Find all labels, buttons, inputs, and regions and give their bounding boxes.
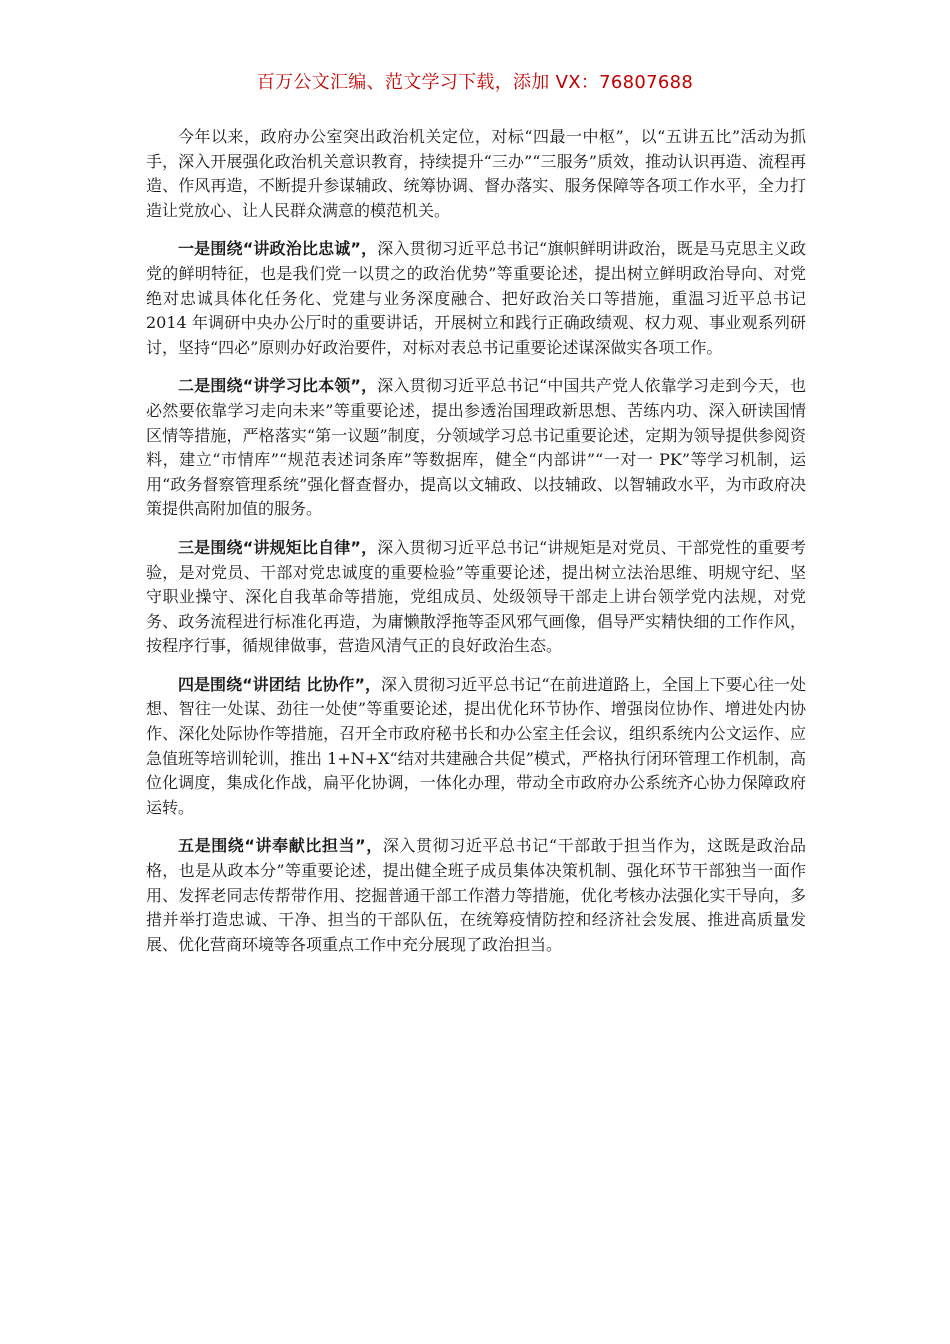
document-body [146,125,806,971]
section-body-3: 深入贯彻习近平总书记“讲规矩是对党员、干部党性的重要考验，是对党员、干部对党忠诚度的重要检验”等重要论述，提出树立法治思维、明规守纪、坚守职业操守、深化自我革命等措施，党组成员、处级领导干部走上讲台领学党内法规，对党务、政务流程进行标准化再造，为庸懒散浮拖等歪风邪气画像，倡导严实精快细的工作作风，按程序行事，循规律做事，营造风清气正的良好政治生态。 [146,537,806,656]
section-body-5: 深入贯彻习近平总书记“干部敢于担当作为，这既是政治品格，也是从政本分”等重要论述，提出健全班子成员集体决策机制、强化环节干部独当一面作用、发挥老同志传帮带作用、挖掘普通干部工作潜力等措施，优化考核办法强化实干导向，多措并举打造忠诚、干净、担当的干部队伍，在统筹疫情防控和经济社会发展、推进高质量发展、优化营商环境等各项重点工作中充分展现了政治担当。 [146,836,806,954]
section-lead-5: 五是围绕“讲奉献比担当”， [178,836,383,856]
section-paragraph-5 [146,834,806,957]
section-paragraph-4 [146,673,806,821]
section-paragraph-2 [146,374,806,522]
section-body-4: 深入贯彻习近平总书记“在前进道路上，全国上下要心往一处想、智往一处谋、劲往一处使”等重要论述，提出优化环节协作、增强岗位协作、增进处内协作、深化处际协作等措施，召开全市政府秘书长和办公室主任会议，组织系统内公文运作、应急值班等培训轮训，推出 1+N+X“结对共建融合共促”模式，严格执行闭环管理工作机制，高位化调度，集成化作战，扁平化协调，一体化办理，带动全市政府办公系统齐心协力保障政府运转。 [146,674,806,817]
section-lead-1: 一是围绕“讲政治比忠诚”， [178,239,378,259]
section-body-2: 深入贯彻习近平总书记“中国共产党人依靠学习走到今天，也必然要依靠学习走向未来”等重要论述，提出参透治国理政新思想、苦练内功、深入研读国情区情等措施，严格落实“第一议题”制度，分领域学习总书记重要论述，定期为领导提供参阅资料，建立“市情库”“规范表述词条库”等数据库，健全“内部讲”“一对一 PK”等学习机制，运用“政务督察管理系统”强化督查督办，提高以文辅政、以技辅政、以智辅政水平，为市政府决策提供高附加值的服务。 [146,376,806,519]
section-lead-4: 四是围绕“讲团结 比协作”， [178,674,382,694]
section-lead-3: 三是围绕“讲规矩比自律”， [178,537,378,557]
section-paragraph-3 [146,536,806,659]
section-lead-2: 二是围绕“讲学习比本领”， [178,376,378,396]
section-body-1: 深入贯彻习近平总书记“旗帜鲜明讲政治，既是马克思主义政党的鲜明特征，也是我们党一以贯之的政治优势”等重要论述，提出树立鲜明政治导向、对党绝对忠诚具体化任务化、党建与业务深度融合、把好政治关口等措施，重温习近平总书记 2014 年调研中央办公厅时的重要讲话，开展树立和践行正确政绩观、权力观、事业观系列研讨，坚持“四必”原则办好政治要件，对标对表总书记重要论述谋深做实各项工作。 [146,239,806,357]
header-promo-text: 百万公文汇编、范文学习下载，添加 VX：76807688 [256,72,694,93]
intro-paragraph: 今年以来，政府办公室突出政治机关定位，对标“四最一中枢”，以“五讲五比”活动为抓手，深入开展强化政治机关意识教育，持续提升“三办”“三服务”质效，推动认识再造、流程再造、作风再造，不断提升参谋辅政、统筹协调、督办落实、服务保障等各项工作水平，全力打造让党放心、让人民群众满意的模范机关。 [146,127,806,220]
section-paragraph-1 [146,237,806,360]
